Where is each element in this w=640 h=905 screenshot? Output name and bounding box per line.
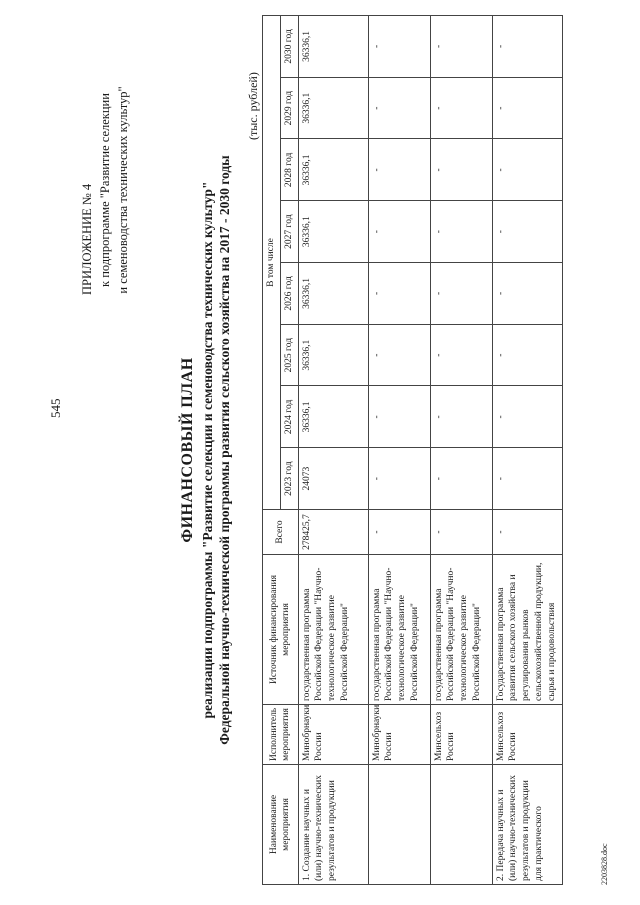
header-year: 2029 год bbox=[280, 77, 298, 139]
appendix-block bbox=[78, 30, 132, 350]
header-year: 2023 год bbox=[280, 448, 298, 510]
cell-year-value: - bbox=[368, 263, 430, 325]
cell-year-value: - bbox=[368, 139, 430, 201]
cell-name bbox=[368, 765, 430, 885]
header-year: 2028 год bbox=[280, 139, 298, 201]
cell-total: - bbox=[430, 510, 492, 555]
financial-plan-table bbox=[262, 15, 563, 885]
cell-executor: Минобрнауки России bbox=[368, 705, 430, 765]
cell-source: государственная программа Российской Федерации "Научно-технологическое развитие Российской Федерации" bbox=[430, 555, 492, 705]
cell-executor: Минсельхоз России bbox=[492, 705, 562, 765]
cell-year-value: - bbox=[368, 77, 430, 139]
cell-year-value: 36336,1 bbox=[298, 77, 368, 139]
cell-total: - bbox=[492, 510, 562, 555]
cell-year-value: 36336,1 bbox=[298, 201, 368, 263]
cell-year-value: - bbox=[368, 324, 430, 386]
cell-year-value: - bbox=[492, 16, 562, 78]
units-label: (тыс. рублей) bbox=[246, 72, 260, 140]
appendix-title: ПРИЛОЖЕНИЕ № 4 bbox=[80, 183, 94, 295]
appendix-line-2: и семеноводства технических культур" bbox=[116, 86, 131, 294]
cell-year-value: - bbox=[492, 139, 562, 201]
header-year: 2024 год bbox=[280, 386, 298, 448]
cell-year-value: - bbox=[430, 201, 492, 263]
table-row bbox=[430, 16, 492, 885]
cell-source: государственная программа Российской Федерации "Научно-технологическое развитие Российской Федерации" bbox=[368, 555, 430, 705]
table-row bbox=[368, 16, 430, 885]
cell-year-value: - bbox=[492, 324, 562, 386]
page-number: 545 bbox=[48, 398, 63, 418]
rotated-page bbox=[60, 15, 620, 885]
cell-executor: Минсельхоз России bbox=[430, 705, 492, 765]
cell-year-value: 36336,1 bbox=[298, 324, 368, 386]
cell-year-value: 36336,1 bbox=[298, 386, 368, 448]
cell-year-value: - bbox=[430, 139, 492, 201]
cell-year-value: - bbox=[430, 386, 492, 448]
cell-year-value: - bbox=[430, 16, 492, 78]
header-including: В том числе bbox=[263, 16, 281, 510]
cell-executor: Минобрнауки России bbox=[298, 705, 368, 765]
cell-name: 2. Передача научных и (или) научно-технических результатов и продукции для практического bbox=[492, 765, 562, 885]
appendix-line-1: к подпрограмме "Развитие селекции bbox=[98, 93, 113, 287]
cell-year-value: 24073 bbox=[298, 448, 368, 510]
heading bbox=[178, 25, 234, 875]
cell-year-value: - bbox=[430, 324, 492, 386]
cell-year-value: - bbox=[368, 386, 430, 448]
cell-name bbox=[430, 765, 492, 885]
cell-year-value: - bbox=[368, 448, 430, 510]
cell-total: 278425,7 bbox=[298, 510, 368, 555]
cell-total: - bbox=[368, 510, 430, 555]
cell-source: государственная программа Российской Федерации "Научно-технологическое развитие Российской Федерации" bbox=[298, 555, 368, 705]
cell-year-value: - bbox=[492, 263, 562, 325]
cell-year-value: - bbox=[492, 386, 562, 448]
cell-year-value: 36336,1 bbox=[298, 263, 368, 325]
heading-title: ФИНАНСОВЫЙ ПЛАН bbox=[179, 357, 196, 543]
cell-year-value: 36336,1 bbox=[298, 16, 368, 78]
cell-year-value: - bbox=[492, 448, 562, 510]
header-year: 2025 год bbox=[280, 324, 298, 386]
cell-year-value: - bbox=[492, 77, 562, 139]
header-year: 2027 год bbox=[280, 201, 298, 263]
heading-line-2: реализации подпрограммы "Развитие селекции и семеноводства технических культур" bbox=[199, 181, 215, 719]
header-total: Всего bbox=[263, 510, 299, 555]
document-code: 2203828.doc bbox=[600, 843, 609, 885]
cell-year-value: - bbox=[430, 77, 492, 139]
cell-year-value: - bbox=[492, 201, 562, 263]
header-year: 2026 год bbox=[280, 263, 298, 325]
heading-line-3: Федеральной научно-технической программы развития сельского хозяйства на 2017 - 2030 годы bbox=[217, 155, 233, 745]
header-name: Наименование мероприятия bbox=[263, 765, 299, 885]
cell-year-value: - bbox=[430, 263, 492, 325]
cell-year-value: 36336,1 bbox=[298, 139, 368, 201]
cell-year-value: - bbox=[368, 16, 430, 78]
cell-year-value: - bbox=[368, 201, 430, 263]
table-row bbox=[492, 16, 562, 885]
cell-year-value: - bbox=[430, 448, 492, 510]
header-source: Источник финансирования мероприятия bbox=[263, 555, 299, 705]
cell-source: Государственная программа развития сельского хозяйства и регулирования рынков сельскохозяйственной продукции, сырья и продовольствия bbox=[492, 555, 562, 705]
header-year: 2030 год bbox=[280, 16, 298, 78]
header-executor: Исполнитель мероприятия bbox=[263, 705, 299, 765]
cell-name: 1. Создание научных и (или) научно-технических результатов и продукции bbox=[298, 765, 368, 885]
table-row bbox=[298, 16, 368, 885]
